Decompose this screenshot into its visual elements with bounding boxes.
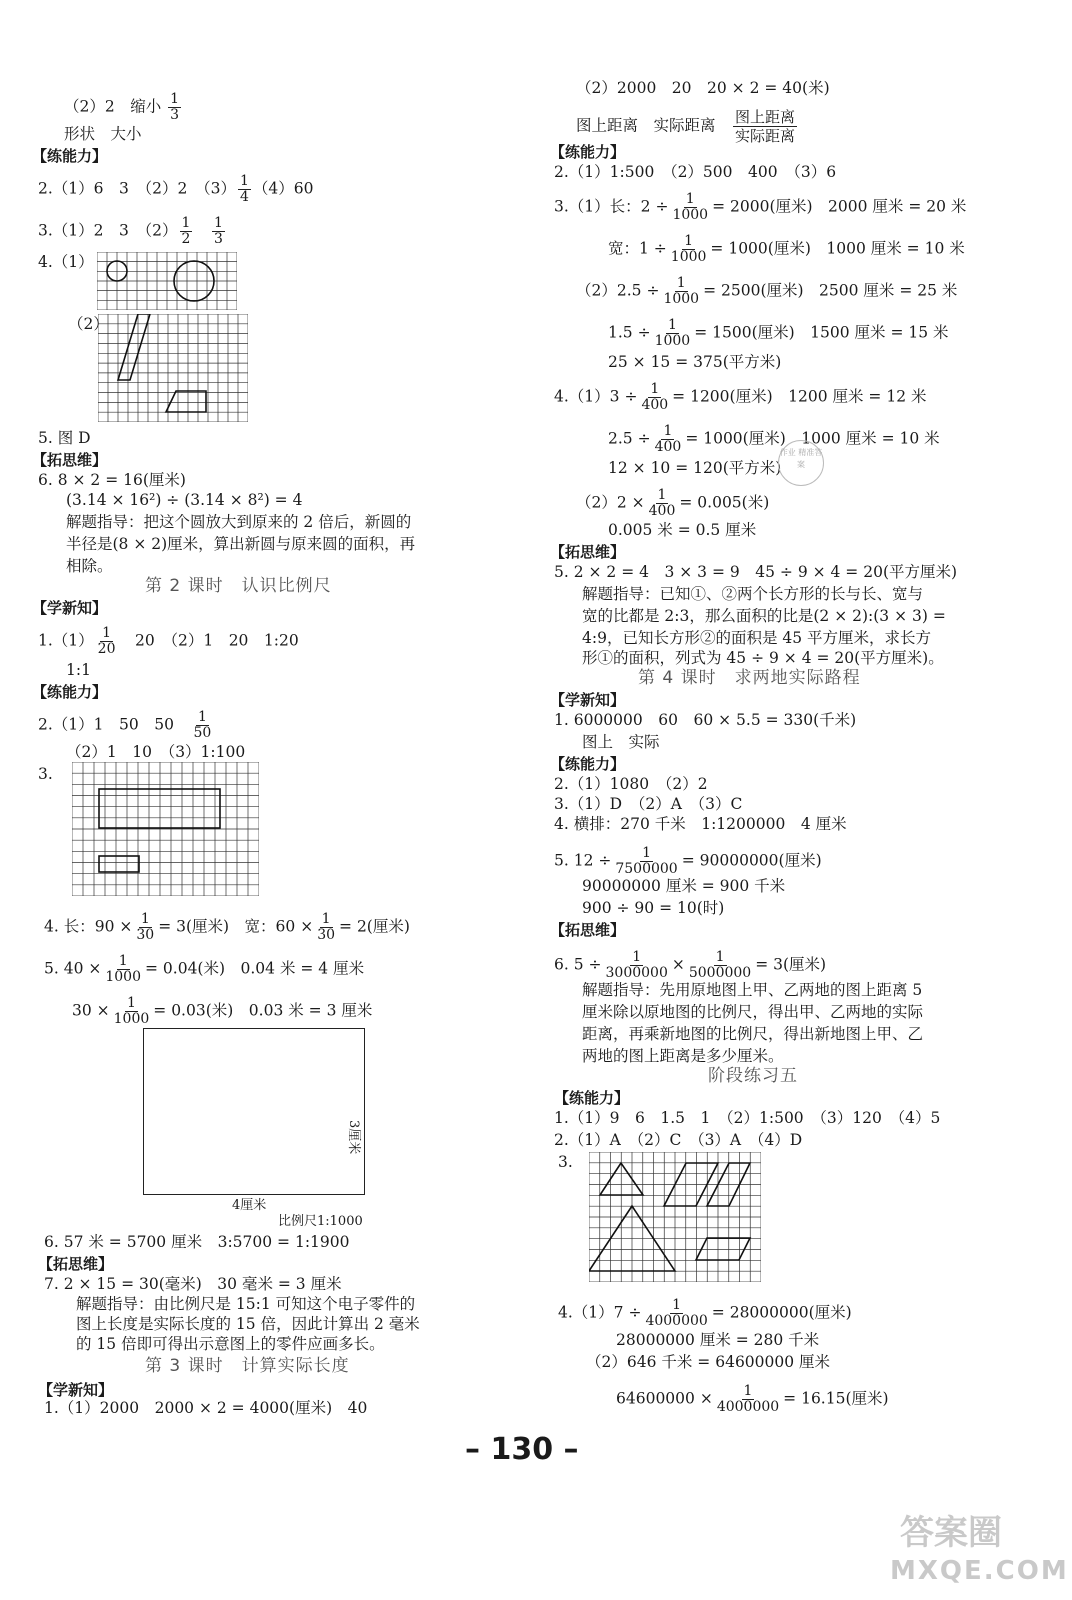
- answer-line: 64600000 × $\frac{1}{4000000}$ = 16.15(厘米): [616, 1383, 889, 1415]
- explanation-line: 形①的面积，列式为 45 ÷ 9 × 4 = 20(平方厘米)。: [582, 649, 944, 667]
- explanation-line: 图上长度是实际长度的 15 倍，因此计算出 2 毫米: [76, 1315, 420, 1333]
- answer-line: 1.5 ÷ $\frac{1}{1000}$ = 1500(厘米) 1500 厘米 = 15 米: [608, 317, 949, 349]
- answer-line: 0.005 米 = 0.5 厘米: [608, 521, 757, 539]
- answer-line: 4.（1）3 ÷ $\frac{1}{400}$ = 1200(厘米) 1200 厘米 = 12 米: [554, 381, 927, 413]
- answer-line: 1:1: [66, 661, 91, 679]
- stamp-watermark: 作业 精准答案: [778, 440, 824, 486]
- scale-rectangle: [143, 1028, 365, 1195]
- answer-line: 12 × 10 = 120(平方米): [608, 459, 782, 477]
- answer-line: 6. 5 ÷ $\frac{1}{3000000}$ × $\frac{1}{5000000}$ = 3(厘米): [554, 949, 827, 981]
- section-heading: 【练能力】: [554, 1089, 630, 1107]
- answer-line: （2）2 × $\frac{1}{400}$ = 0.005(米): [576, 487, 770, 519]
- answer-line: 2.（1）1 50 50 $\frac{1}{50}$: [38, 709, 212, 741]
- answer-line: （2）2.5 ÷ $\frac{1}{1000}$ = 2500(厘米) 2500 厘米 = 25 米: [576, 275, 958, 307]
- explanation-line: 宽的比都是 2:3，那么面积的比是(2 × 2):(3 × 3) =: [582, 607, 946, 625]
- circle-grid-figure: [97, 252, 237, 310]
- answer-line: 4. 长：90 × $\frac{1}{30}$ = 3(厘米) 宽：60 × $\frac{1}{30}$ = 2(厘米): [44, 911, 410, 943]
- rect-width-label: 4厘米: [232, 1198, 267, 1213]
- answer-line: （2）1 10 （3）1:100: [66, 743, 246, 761]
- explanation-line: 距离，再乘新地图的比例尺，得出新地图上甲、乙: [582, 1025, 924, 1043]
- explanation-line: 厘米除以原地图的比例尺，得出甲、乙两地的实际: [582, 1003, 924, 1021]
- explanation-line: 解题指导：把这个圆放大到原来的 2 倍后，新圆的: [66, 513, 412, 531]
- answer-line: (3.14 × 16²) ÷ (3.14 × 8²) = 4: [66, 491, 303, 509]
- answer-line: 3.: [38, 765, 53, 783]
- answer-line: （2）2 缩小 $\frac{1}{3}$: [64, 91, 180, 123]
- rectangle-grid-figure: [72, 762, 259, 896]
- section-heading: 【拓思维】: [550, 543, 626, 561]
- lesson-title: 第 2 课时 认识比例尺: [145, 576, 332, 596]
- section-heading: 【学新知】: [550, 691, 626, 709]
- section-heading: 【练能力】: [32, 147, 108, 165]
- section-heading: 【拓思维】: [38, 1255, 114, 1273]
- explanation-line: 解题指导：已知①、②两个长方形的长与长、宽与: [582, 585, 924, 603]
- answer-line: 3.（1）2 3 （2） $\frac{1}{2}$ $\frac{1}{3}$: [38, 215, 223, 247]
- answer-line: 6. 57 米 = 5700 厘米 3:5700 = 1:1900: [44, 1233, 350, 1251]
- explanation-line: 半径是(8 × 2)厘米，算出新圆与原来圆的面积，再: [66, 535, 416, 553]
- watermark-logo: 答案圈: [900, 1513, 1002, 1553]
- shapes-grid-figure: [589, 1152, 761, 1282]
- answer-line: 30 × $\frac{1}{1000}$ = 0.03(米) 0.03 米 = 3 厘米: [72, 995, 373, 1027]
- section-heading: 【学新知】: [38, 1381, 114, 1399]
- answer-line: 6. 8 × 2 = 16(厘米): [38, 471, 186, 489]
- section-heading: 【拓思维】: [550, 921, 626, 939]
- answer-line: 3.: [558, 1153, 573, 1171]
- watermark-url: MXQE.COM: [890, 1556, 1069, 1586]
- answer-line: 5. 图 D: [38, 429, 91, 447]
- parallelogram-grid-figure: [98, 314, 248, 422]
- answer-line: （2）: [68, 315, 109, 333]
- answer-line: 90000000 厘米 = 900 千米: [582, 877, 786, 895]
- answer-line: 2.（1）6 3 （2）2 （3） $\frac{1}{4}$ （4）60: [38, 173, 314, 205]
- explanation-line: 的 15 倍即可得出示意图上的零件应画多长。: [76, 1335, 385, 1353]
- answer-line: 2.（1）1080 （2）2: [554, 775, 708, 793]
- explanation-line: 相除。: [66, 557, 113, 575]
- explanation-line: 4:9，已知长方形②的面积是 45 平方厘米，求长方: [582, 629, 932, 647]
- fraction: $\frac{1}{3}$: [170, 91, 180, 123]
- answer-line: 2.（1）1:500 （2）500 400 （3）6: [554, 163, 837, 181]
- answer-line: 4.（1）7 ÷ $\frac{1}{4000000}$ = 28000000(厘米): [558, 1297, 852, 1329]
- answer-line: 图上 实际: [582, 733, 660, 751]
- answer-line: 28000000 厘米 = 280 千米: [616, 1331, 820, 1349]
- explanation-line: 解题指导：先用原地图上甲、乙两地的图上距离 5: [582, 981, 923, 999]
- scale-label: 比例尺1:1000: [278, 1214, 363, 1229]
- answer-line: 900 ÷ 90 = 10(时): [582, 899, 725, 917]
- answer-line: 4. 横排：270 千米 1:1200000 4 厘米: [554, 815, 847, 833]
- answer-line: 1. 6000000 60 60 × 5.5 = 330(千米): [554, 711, 857, 729]
- answer-line: 1.（1）9 6 1.5 1 （2）1:500 （3）120 （4）5: [554, 1109, 941, 1127]
- answer-line: （2）2000 20 20 × 2 = 40(米): [576, 79, 830, 97]
- lesson-title: 阶段练习五: [708, 1066, 798, 1086]
- section-heading: 【学新知】: [32, 599, 108, 617]
- lesson-title: 第 3 课时 计算实际长度: [145, 1356, 350, 1376]
- explanation-line: 两地的图上距离是多少厘米。: [582, 1047, 784, 1065]
- answer-line: 3.（1）D （2）A （3）C: [554, 795, 743, 813]
- answer-line: 形状 大小: [64, 125, 142, 143]
- answer-line: 5. 12 ÷ $\frac{1}{7500000}$ = 90000000(厘米): [554, 845, 822, 877]
- answer-line: 5. 40 × $\frac{1}{1000}$ = 0.04(米) 0.04 米 = 4 厘米: [44, 953, 365, 985]
- answer-line: 宽：1 ÷ $\frac{1}{1000}$ = 1000(厘米) 1000 厘米 = 10 米: [608, 233, 965, 265]
- answer-line: 2.（1）A （2）C （3）A （4）D: [554, 1131, 803, 1149]
- explanation-line: 解题指导：由比例尺是 15:1 可知这个电子零件的: [76, 1295, 416, 1313]
- rect-height-label: 3厘米: [346, 1120, 361, 1155]
- section-heading: 【拓思维】: [32, 451, 108, 469]
- answer-line: （2）646 千米 = 64600000 厘米: [586, 1353, 831, 1371]
- answer-line: 5. 2 × 2 = 4 3 × 3 = 9 45 ÷ 9 × 4 = 20(平方厘米): [554, 563, 958, 581]
- answer-line: 1.（1）2000 2000 × 2 = 4000(厘米) 40: [44, 1399, 368, 1417]
- answer-line: 1.（1） $\frac{1}{20}$ 20 （2）1 20 1:20: [38, 625, 299, 657]
- section-heading: 【练能力】: [32, 683, 108, 701]
- page-number: – 130 –: [465, 1432, 579, 1467]
- lesson-title: 第 4 课时 求两地实际路程: [638, 668, 861, 688]
- answer-line: 图上距离 实际距离 $\frac{\text{图上距离}}{\text{实际距离}}$: [576, 108, 796, 145]
- answer-line: 3.（1）长：2 ÷ $\frac{1}{1000}$ = 2000(厘米) 2000 厘米 = 20 米: [554, 191, 967, 223]
- answer-line: 25 × 15 = 375(平方米): [608, 353, 782, 371]
- section-heading: 【练能力】: [550, 755, 626, 773]
- answer-line: 7. 2 × 15 = 30(毫米) 30 毫米 = 3 厘米: [44, 1275, 342, 1293]
- answer-line: 4.（1）: [38, 253, 94, 271]
- section-heading: 【练能力】: [550, 143, 626, 161]
- answer-line: 2.5 ÷ $\frac{1}{400}$ = 1000(厘米) 1000 厘米 = 10 米: [608, 423, 940, 455]
